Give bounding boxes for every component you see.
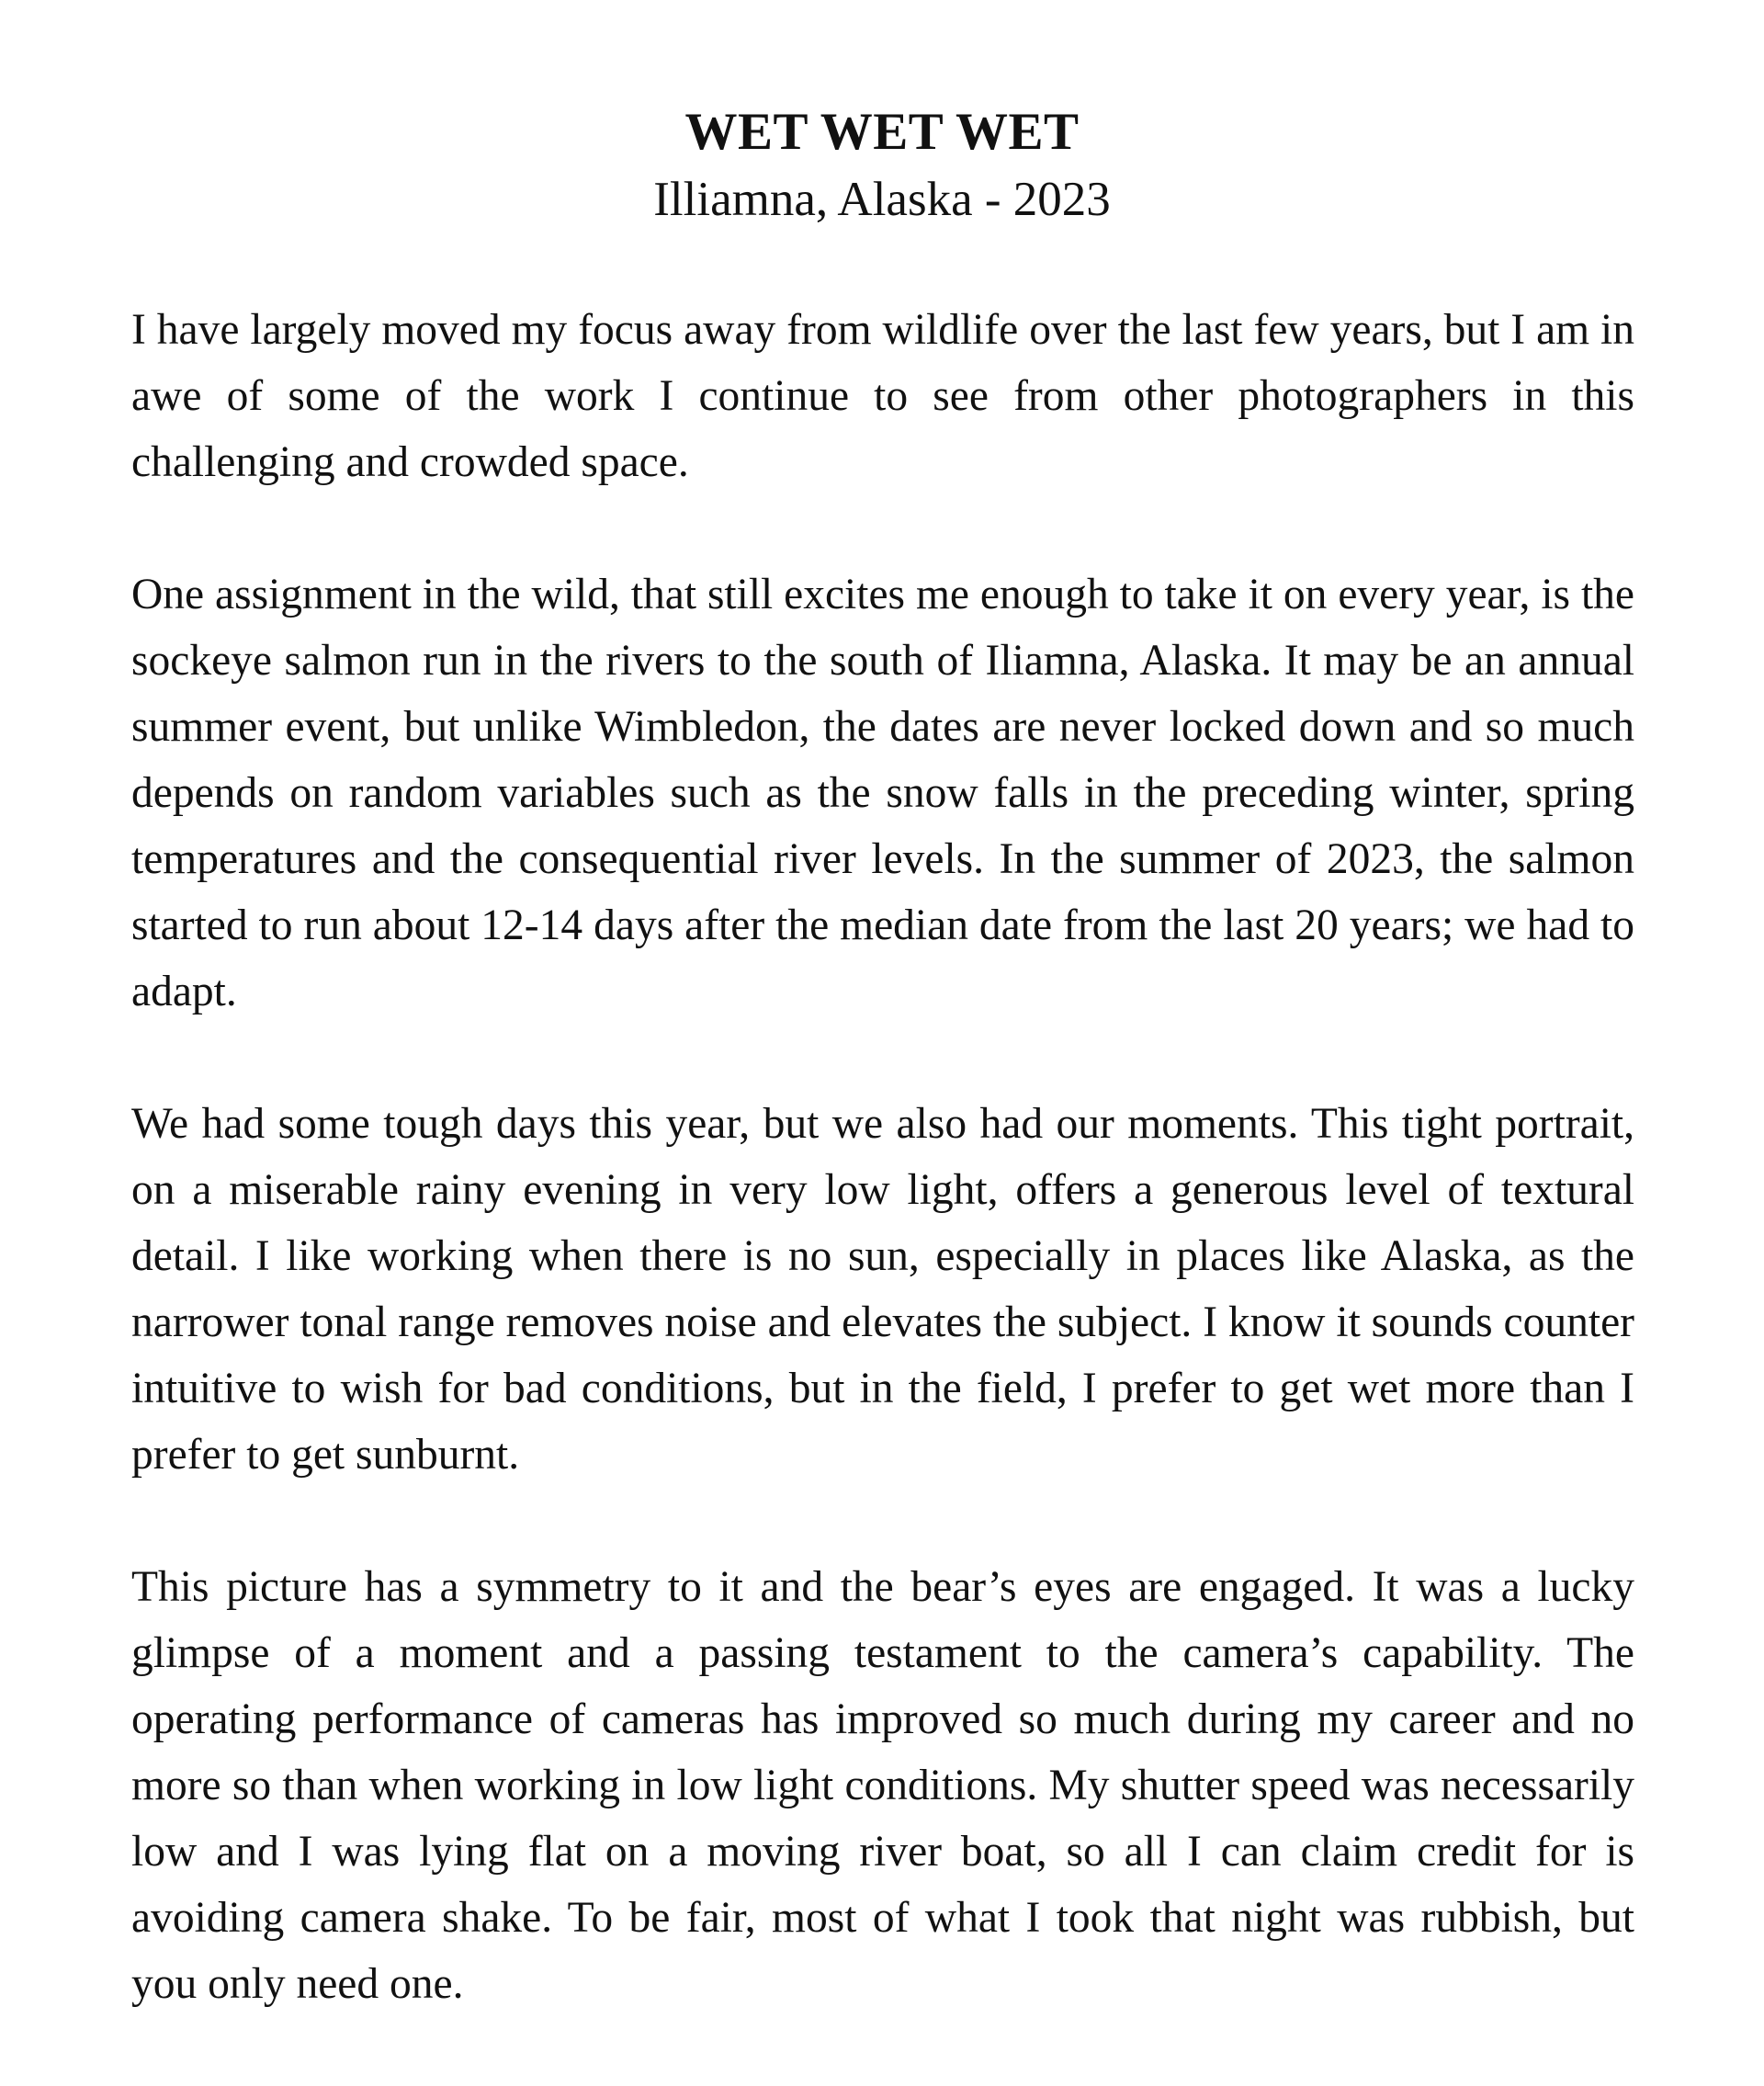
page-title: WET WET WET	[684, 103, 1080, 161]
page-header	[0, 99, 1764, 233]
paragraph-3: We had some tough days this year, but we also had our moments. This tight portrait, on a miserable rainy evening in very low light, offers a generous level of textural detail. I like working when there is no sun, especially in places like Alaska, as the narrower tonal range removes noise and elevates the subject. I know it sounds counter intuitive to wish for bad conditions, but in the field, I prefer to get wet more than I prefer to get sunburnt.	[131, 1100, 1634, 1479]
paragraph-4: This picture has a symmetry to it and the bear’s eyes are engaged. It was a lucky glimpse of a moment and a passing testament to the camera’s capability. The operating performance of cameras has improved so much during my career and no more so than when working in low light conditions. My shutter speed was necessarily low and I was lying flat on a moving river boat, so all I can claim credit for is avoiding camera shake. To be fair, most of what I took that night was rubbish, but you only need one.	[131, 1563, 1634, 2008]
paragraph-1: I have largely moved my focus away from wildlife over the last few years, but I am in awe of some of the work I continue to see from other photographers in this challenging and crowded space.	[131, 306, 1634, 486]
body-text	[131, 297, 1634, 2017]
paragraph-2: One assignment in the wild, that still excites me enough to take it on every year, is the sockeye salmon run in the rivers to the south of Iliamna, Alaska. It may be an annual summer event, but unlike Wimbledon, the dates are never locked down and so much depends on random variables such as the snow falls in the preceding winter, spring temperatures and the consequential river levels. In the summer of 2023, the salmon started to run about 12-14 days after the median date from the last 20 years; we had to adapt.	[131, 571, 1634, 1015]
page-subtitle: Illiamna, Alaska - 2023	[653, 173, 1111, 226]
